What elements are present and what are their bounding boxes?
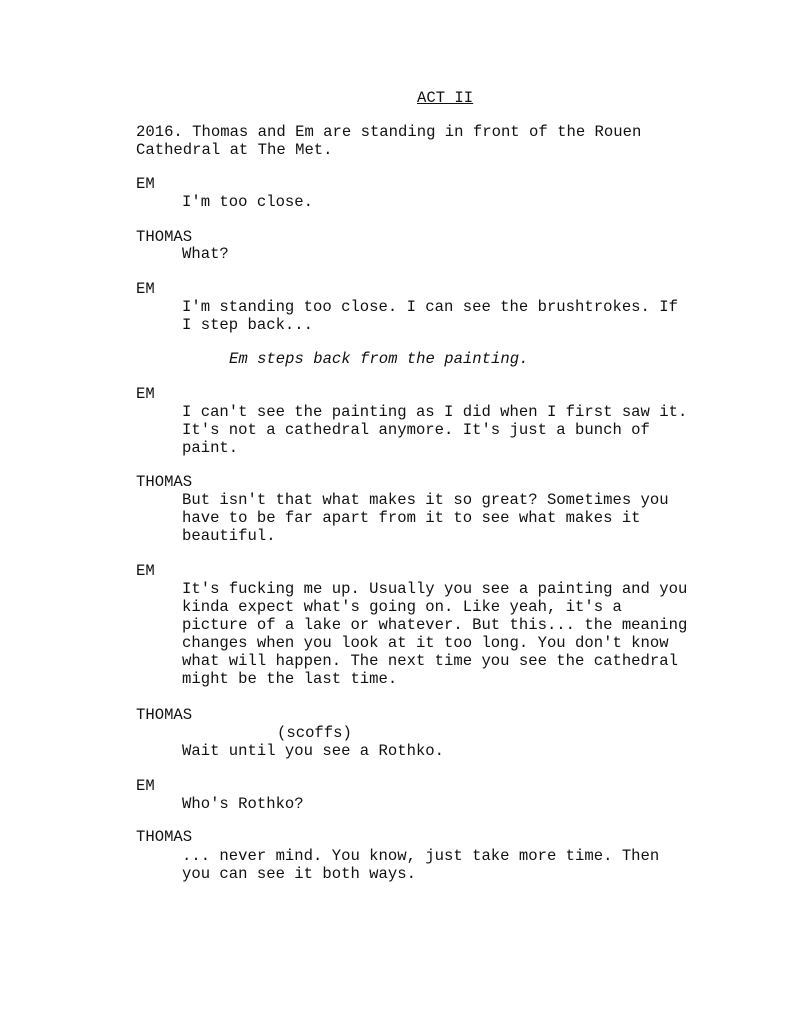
- dialogue-line: beautiful.: [182, 527, 276, 545]
- scene-action-line: Cathedral at The Met.: [136, 141, 333, 159]
- character-name: EM: [136, 280, 155, 298]
- dialogue-line: I step back...: [182, 316, 314, 334]
- dialogue-line: Who's Rothko?: [182, 795, 304, 813]
- character-name: EM: [136, 562, 155, 580]
- dialogue-line: you can see it both ways.: [182, 865, 416, 883]
- character-name: THOMAS: [136, 228, 193, 246]
- dialogue-line: ... never mind. You know, just take more time. Then: [182, 847, 660, 865]
- dialogue-line: kinda expect what's going on. Like yeah, it's a: [182, 598, 622, 616]
- dialogue-line: paint.: [182, 439, 239, 457]
- character-name: THOMAS: [136, 706, 193, 724]
- dialogue-line: changes when you look at it too long. You don't know: [182, 634, 669, 652]
- dialogue-line: I can't see the painting as I did when I first saw it.: [182, 403, 688, 421]
- character-name: EM: [136, 385, 155, 403]
- character-name: THOMAS: [136, 473, 193, 491]
- dialogue-line: picture of a lake or whatever. But this... the meaning: [182, 616, 688, 634]
- dialogue-line: It's not a cathedral anymore. It's just a bunch of: [182, 421, 650, 439]
- dialogue-line: What?: [182, 245, 229, 263]
- dialogue-line: It's fucking me up. Usually you see a painting and you: [182, 580, 688, 598]
- dialogue-line: But isn't that what makes it so great? Sometimes you: [182, 491, 669, 509]
- dialogue-line: I'm standing too close. I can see the brushtrokes. If: [182, 298, 678, 316]
- dialogue-line: might be the last time.: [182, 670, 398, 688]
- character-name: EM: [136, 777, 155, 795]
- dialogue-line: have to be far apart from it to see what makes it: [182, 509, 641, 527]
- parenthetical: (scoffs): [277, 724, 352, 742]
- character-name: EM: [136, 175, 155, 193]
- dialogue-line: I'm too close.: [182, 193, 314, 211]
- dialogue-line: Wait until you see a Rothko.: [182, 742, 445, 760]
- scene-action-line: 2016. Thomas and Em are standing in front of the Rouen: [136, 123, 642, 141]
- act-title: ACT II: [417, 89, 474, 107]
- stage-direction: Em steps back from the painting.: [229, 350, 529, 368]
- dialogue-line: what will happen. The next time you see the cathedral: [182, 652, 678, 670]
- character-name: THOMAS: [136, 828, 193, 846]
